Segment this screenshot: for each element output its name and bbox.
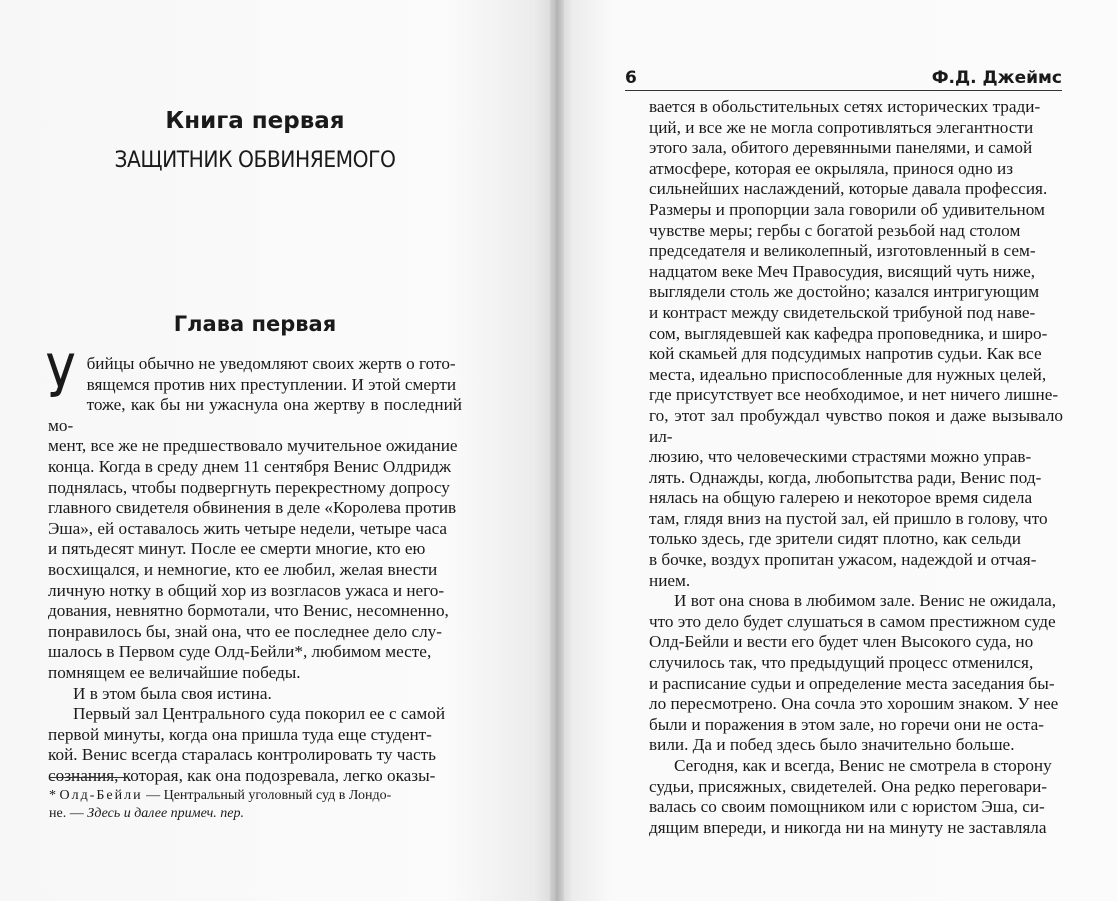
text-line: Сегодня, как и всегда, Венис не смотрела в сторону — [674, 756, 1052, 775]
text-line: личную нотку в общий хор из возгласов ужаса и него- — [48, 580, 445, 600]
book-gutter — [550, 0, 564, 901]
text-line: кой. Венис всегда старалась контролировать ту часть — [48, 745, 437, 765]
chapter-body-text — [46, 342, 462, 786]
chapter-title: Глава первая — [173, 312, 337, 336]
text-line: вили. Да и побед здесь было значительно больше. — [649, 735, 1015, 755]
text-line: председателя и великолепный, изготовленный в сем- — [649, 241, 1036, 261]
text-line: были и поражения в этом зале, но горечи они не оста- — [649, 714, 1045, 734]
text-line: И в этом была своя истина. — [73, 683, 272, 703]
page-number: 6 — [625, 68, 637, 88]
text-line: там, глядя вниз на пустой зал, ей пришло в голову, что — [649, 508, 1048, 528]
text-line: и контраст между свидетельской трибуной под наве- — [649, 302, 1036, 322]
text-line: судьи, присяжных, свидетелей. Она редко переговари- — [649, 776, 1048, 796]
text-line: дования, невнятно бормотали, что Венис, несомненно, — [48, 601, 449, 621]
text-line: вается в обольстительных сетях исторических тради- — [649, 97, 1041, 116]
text-line: И вот она снова в любимом зале. Венис не ожидала, — [674, 591, 1057, 611]
text-line: вящемся против них преступлении. И этой смерти — [86, 374, 457, 394]
text-line: мент, все же не предшествовало мучительное ожидание — [48, 436, 458, 456]
text-line: главного свидетеля обвинения в деле «Королева против — [48, 498, 457, 518]
text-line: понравилось бы, знай она, что ее последнее дело слу- — [48, 621, 442, 641]
text-line: места, идеально приспособленные для нужных целей, — [649, 364, 1047, 384]
text-line: го, этот зал пробуждал чувство покоя и даже вызывало ил- — [649, 405, 1063, 446]
text-line: выглядели столь же достойно; казался интригующим — [649, 282, 1040, 302]
text-line: помнящем ее величайшие победы. — [48, 662, 301, 682]
text-line: ций, и все же не могла сопротивляться элегантности — [649, 117, 1034, 137]
text-line: и расписание судьи и определение места заседания бы- — [649, 673, 1055, 693]
text-line: кой скамьей для подсудимых напротив судьи. Как все — [649, 344, 1042, 364]
text-line: лять. Однажды, когда, любопытства ради, Венис под- — [649, 467, 1042, 487]
page-body-text — [649, 97, 1063, 838]
footnote-term: Олд-Бейли — [59, 788, 143, 803]
left-page — [0, 0, 556, 901]
running-head-author: Ф.Д. Джеймс — [931, 68, 1062, 88]
text-line: и пятьдесят минут. После ее смерти многие, кто ею — [48, 539, 426, 559]
book-title: Книга первая — [165, 108, 345, 134]
text-line: сом, выглядевшей как кафедра проповедника, и широ- — [649, 323, 1048, 343]
text-line: случилось так, что предыдущий процесс отменился, — [649, 653, 1034, 673]
footnote-text-cont: не. — — [49, 806, 88, 821]
text-line: чувстве меры; гербы с богатой резьбой над столом — [649, 220, 1021, 240]
text-line: где присутствует все необходимое, и нет ничего лишне- — [649, 385, 1059, 405]
footnote-text: — Центральный уголовный суд в Лондо- — [142, 788, 392, 803]
text-line: поднялась, чтобы подвергнуть перекрестному допросу — [48, 477, 450, 497]
footnote-translator-note: Здесь и далее примеч. пер. — [87, 806, 245, 821]
footnote — [49, 787, 461, 823]
text-line: первой минуты, когда она пришла туда еще студент- — [48, 724, 432, 744]
text-line: сильнейших наслаждений, которые давала профессия. — [649, 179, 1048, 199]
text-line: тоже, как бы ни ужаснула она жертву в последний мо- — [48, 395, 462, 435]
text-line: надцатом веке Меч Правосудия, висящий чуть ниже, — [649, 261, 1036, 281]
text-line: шалось в Первом суде Олд-Бейли*, любимом месте, — [48, 642, 432, 662]
text-line: этого зала, обитого деревянными панелями, и самой — [649, 138, 1033, 158]
text-line: люзию, что человеческими страстями можно управ- — [649, 447, 1032, 467]
running-head — [625, 68, 1062, 91]
text-line: нием. — [649, 570, 691, 590]
text-line: бийцы обычно не уведомляют своих жертв о гото- — [86, 354, 456, 373]
text-line: Олд-Бейли и вести его будет член Высокого суда, но — [649, 632, 1034, 652]
text-line: что это дело будет слушаться в самом престижном суде — [649, 611, 1056, 631]
text-line: Эша», ей оставалось жить четыре недели, четыре часа — [48, 518, 448, 538]
text-line: в бочке, воздух пропитан ужасом, надеждой и отчая- — [649, 550, 1037, 570]
text-line: дящим впереди, и никогда ни на минуту не заставляла — [649, 817, 1047, 837]
footnote-divider — [49, 777, 128, 778]
text-line: конца. Когда в среду днем 11 сентября Венис Олдридж — [48, 456, 451, 476]
text-line: только здесь, где зрители сидят плотно, как сельди — [649, 529, 1021, 549]
book-subtitle: ЗАЩИТНИК ОБВИНЯЕМОГО — [114, 148, 396, 173]
drop-cap: У — [46, 342, 76, 412]
footnote-marker: * — [49, 788, 60, 803]
text-line: сознания, которая, как она подозревала, легко оказы- — [48, 765, 436, 785]
text-line: нялась на общую галерею и некоторое время сидела — [649, 488, 1033, 508]
text-line: атмосфере, которая ее окрыляла, принося одно из — [649, 158, 1014, 178]
text-line: восхищался, и немногие, кто ее любил, желая внести — [48, 559, 438, 579]
text-line: ло пересмотрено. Она сочла это хорошим знаком. У нее — [649, 694, 1059, 714]
text-line: Первый зал Центрального суда покорил ее с самой — [73, 704, 446, 724]
text-line: Размеры и пропорции зала говорили об удивительном — [649, 199, 1045, 219]
text-line: валась со своим помощником или с юристом Эша, си- — [649, 797, 1045, 817]
